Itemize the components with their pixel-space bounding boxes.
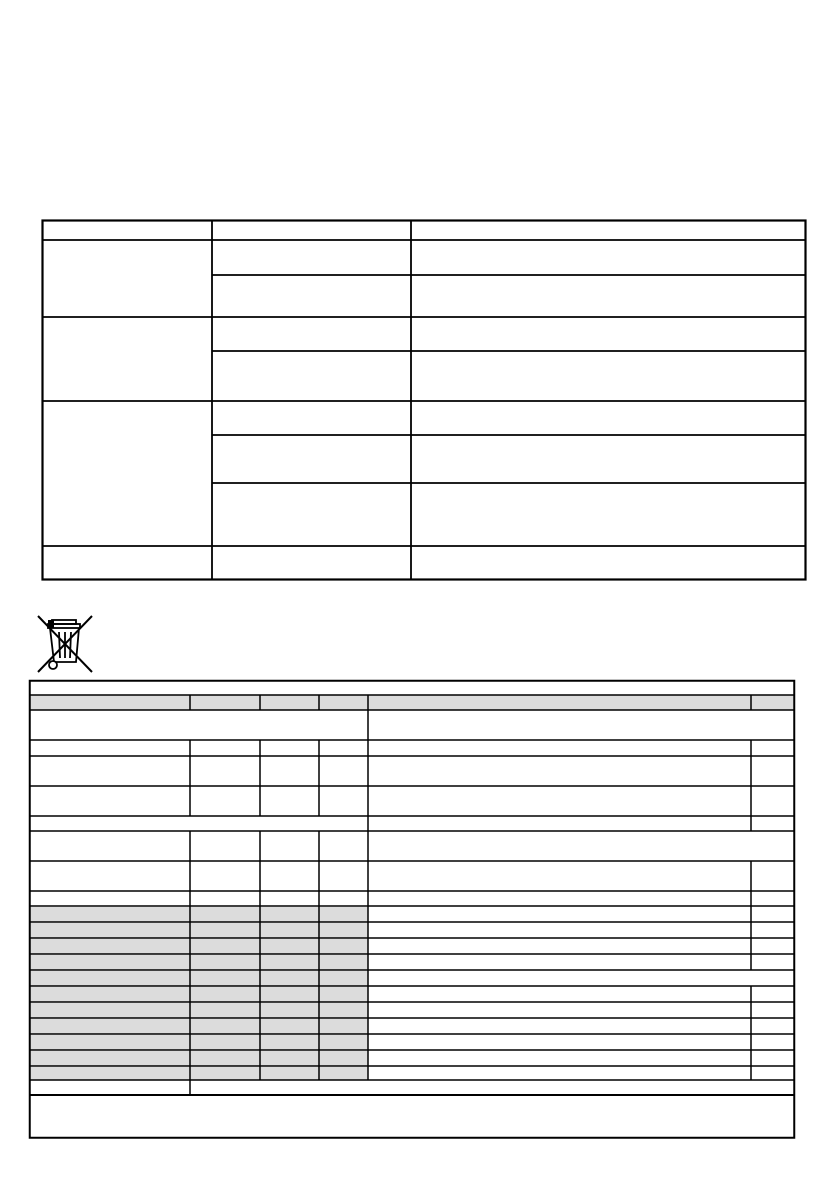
table2-shaded-rows: [30, 695, 794, 1080]
spec-table-bottom: [0, 676, 839, 1146]
crossed-out-wheelie-bin-icon: [34, 612, 96, 676]
